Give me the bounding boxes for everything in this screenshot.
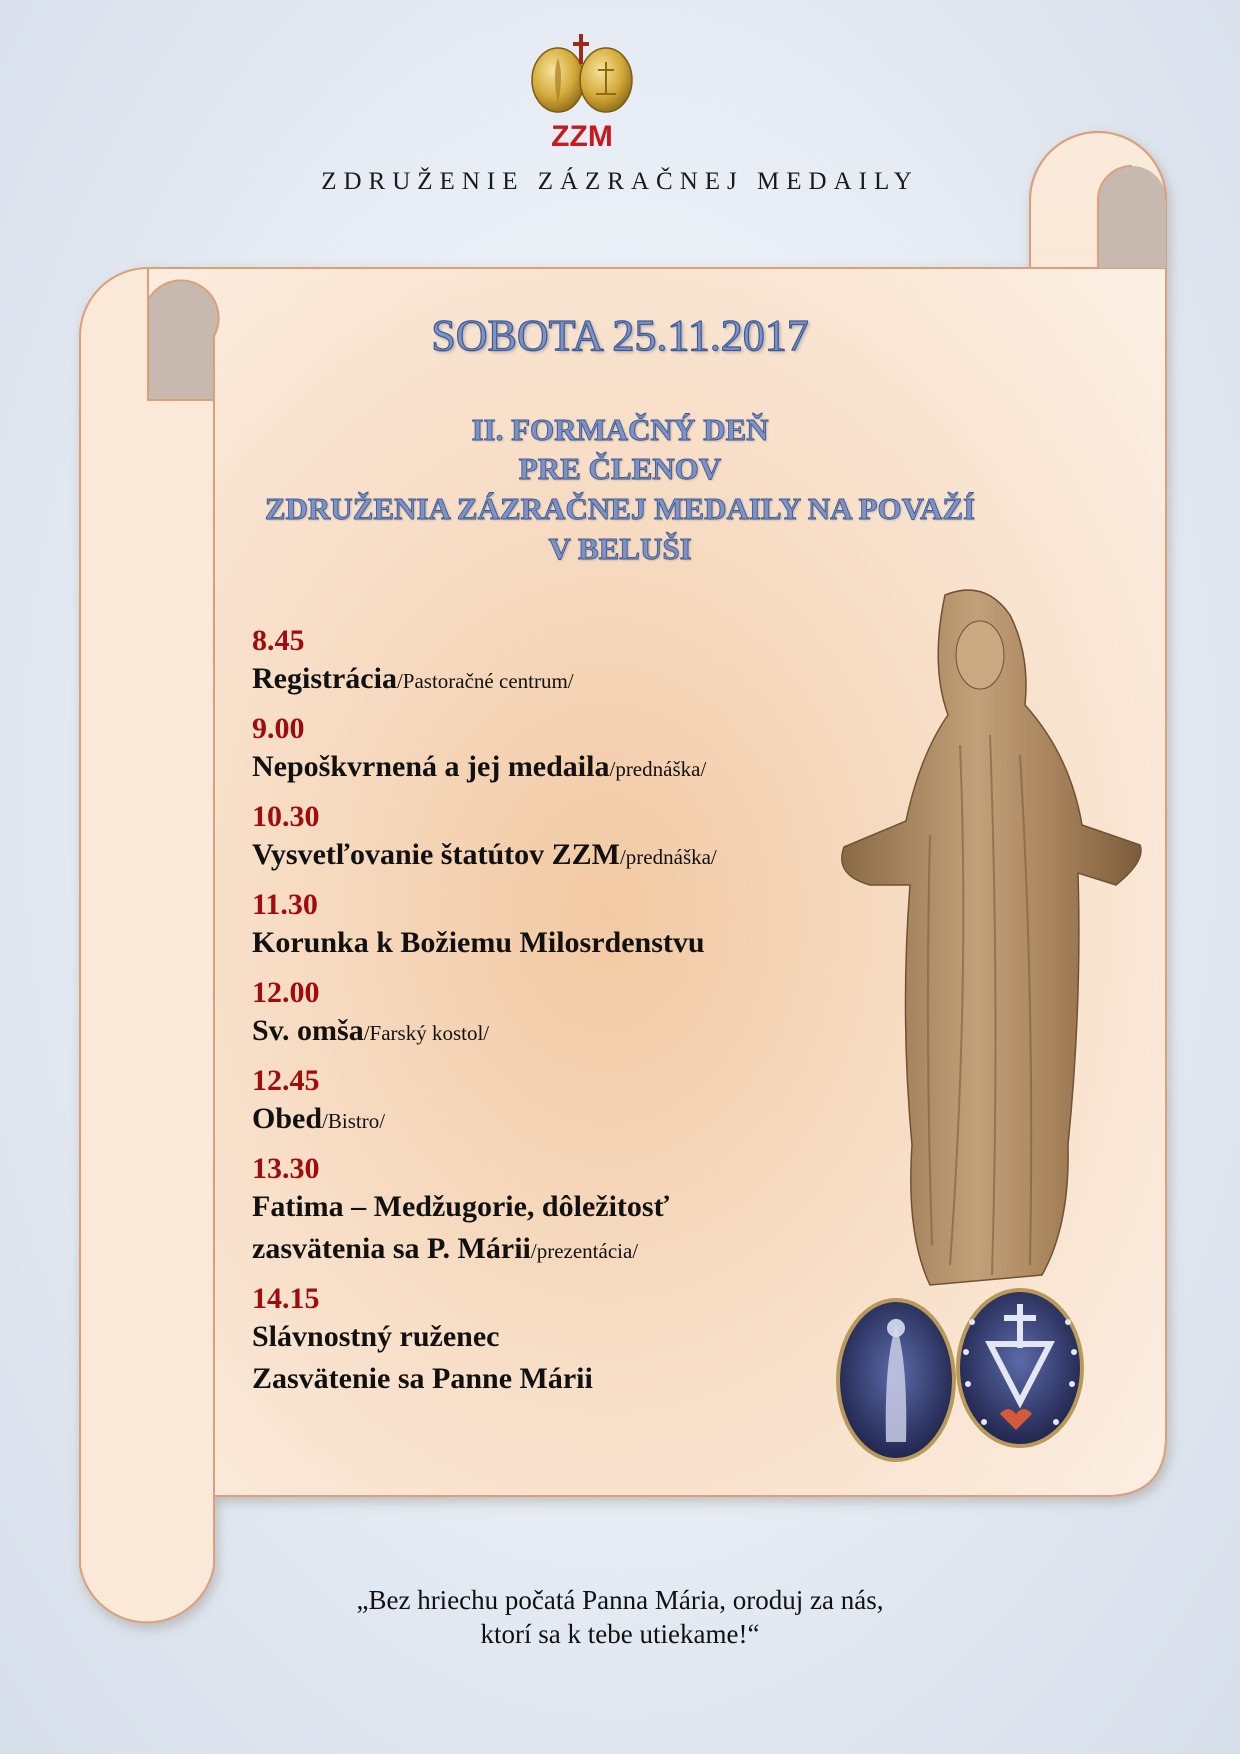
logo-text: ZZM <box>551 120 613 153</box>
prayer-line: ktorí sa k tebe utiekame!“ <box>480 1619 760 1649</box>
program-description: Obed/Bistro/ <box>252 1102 386 1135</box>
program-note: /prednáška/ <box>619 845 717 869</box>
program-note: /prezentácia/ <box>530 1239 639 1263</box>
program-description: Korunka k Božiemu Milosrdenstvu <box>252 926 705 959</box>
title-line: PRE ČLENOV <box>518 451 722 486</box>
program-description: Fatima – Medžugorie, dôležitosť <box>252 1190 670 1223</box>
program-item <box>252 975 852 1053</box>
program-description: Slávnostný ruženec <box>252 1320 500 1353</box>
program-description: zasvätenia sa P. Márii/prezentácia/ <box>252 1232 639 1265</box>
program-description: Zasvätenie sa Panne Márii <box>252 1362 593 1395</box>
program-note: /Farský kostol/ <box>363 1021 490 1045</box>
program-item <box>252 1063 852 1141</box>
title-line: ZDRUŽENIA ZÁZRAČNEJ MEDAILY NA POVAŽÍ <box>264 491 976 526</box>
miraculous-medal-images <box>834 1272 1094 1472</box>
program-description: Registrácia/Pastoračné centrum/ <box>252 662 574 695</box>
zzm-logo <box>528 34 636 154</box>
title-line: II. FORMAČNÝ DEŇ <box>471 412 769 447</box>
title-line: V BELUŠI <box>548 531 692 566</box>
program-description: Vysvetľovanie štatútov ZZM/prednáška/ <box>252 838 717 871</box>
program-list <box>252 623 852 1411</box>
program-time: 12.45 <box>252 1064 320 1097</box>
program-description: Sv. omša/Farský kostol/ <box>252 1014 490 1047</box>
program-item <box>252 711 852 789</box>
program-note: /Pastoračné centrum/ <box>396 669 574 693</box>
program-time: 10.30 <box>252 800 320 833</box>
program-note: /Bistro/ <box>322 1109 386 1133</box>
program-time: 12.00 <box>252 976 320 1009</box>
event-date: SOBOTA 25.11.2017 <box>431 311 809 360</box>
program-time: 14.15 <box>252 1282 320 1315</box>
program-item <box>252 623 852 701</box>
program-item <box>252 1151 852 1271</box>
program-note: /prednáška/ <box>609 757 707 781</box>
program-item <box>252 1281 852 1401</box>
prayer-line: „Bez hriechu počatá Panna Mária, oroduj za nás, <box>356 1585 884 1615</box>
program-time: 13.30 <box>252 1152 320 1185</box>
organization-name: ZDRUŽENIE ZÁZRAČNEJ MEDAILY <box>321 168 919 195</box>
program-time: 9.00 <box>252 712 305 745</box>
virgin-mary-statue-image <box>820 585 1150 1305</box>
program-time: 8.45 <box>252 624 305 657</box>
program-time: 11.30 <box>252 888 318 921</box>
program-item <box>252 799 852 877</box>
program-description: Nepoškvrnená a jej medaila/prednáška/ <box>252 750 707 783</box>
program-item <box>252 887 852 965</box>
